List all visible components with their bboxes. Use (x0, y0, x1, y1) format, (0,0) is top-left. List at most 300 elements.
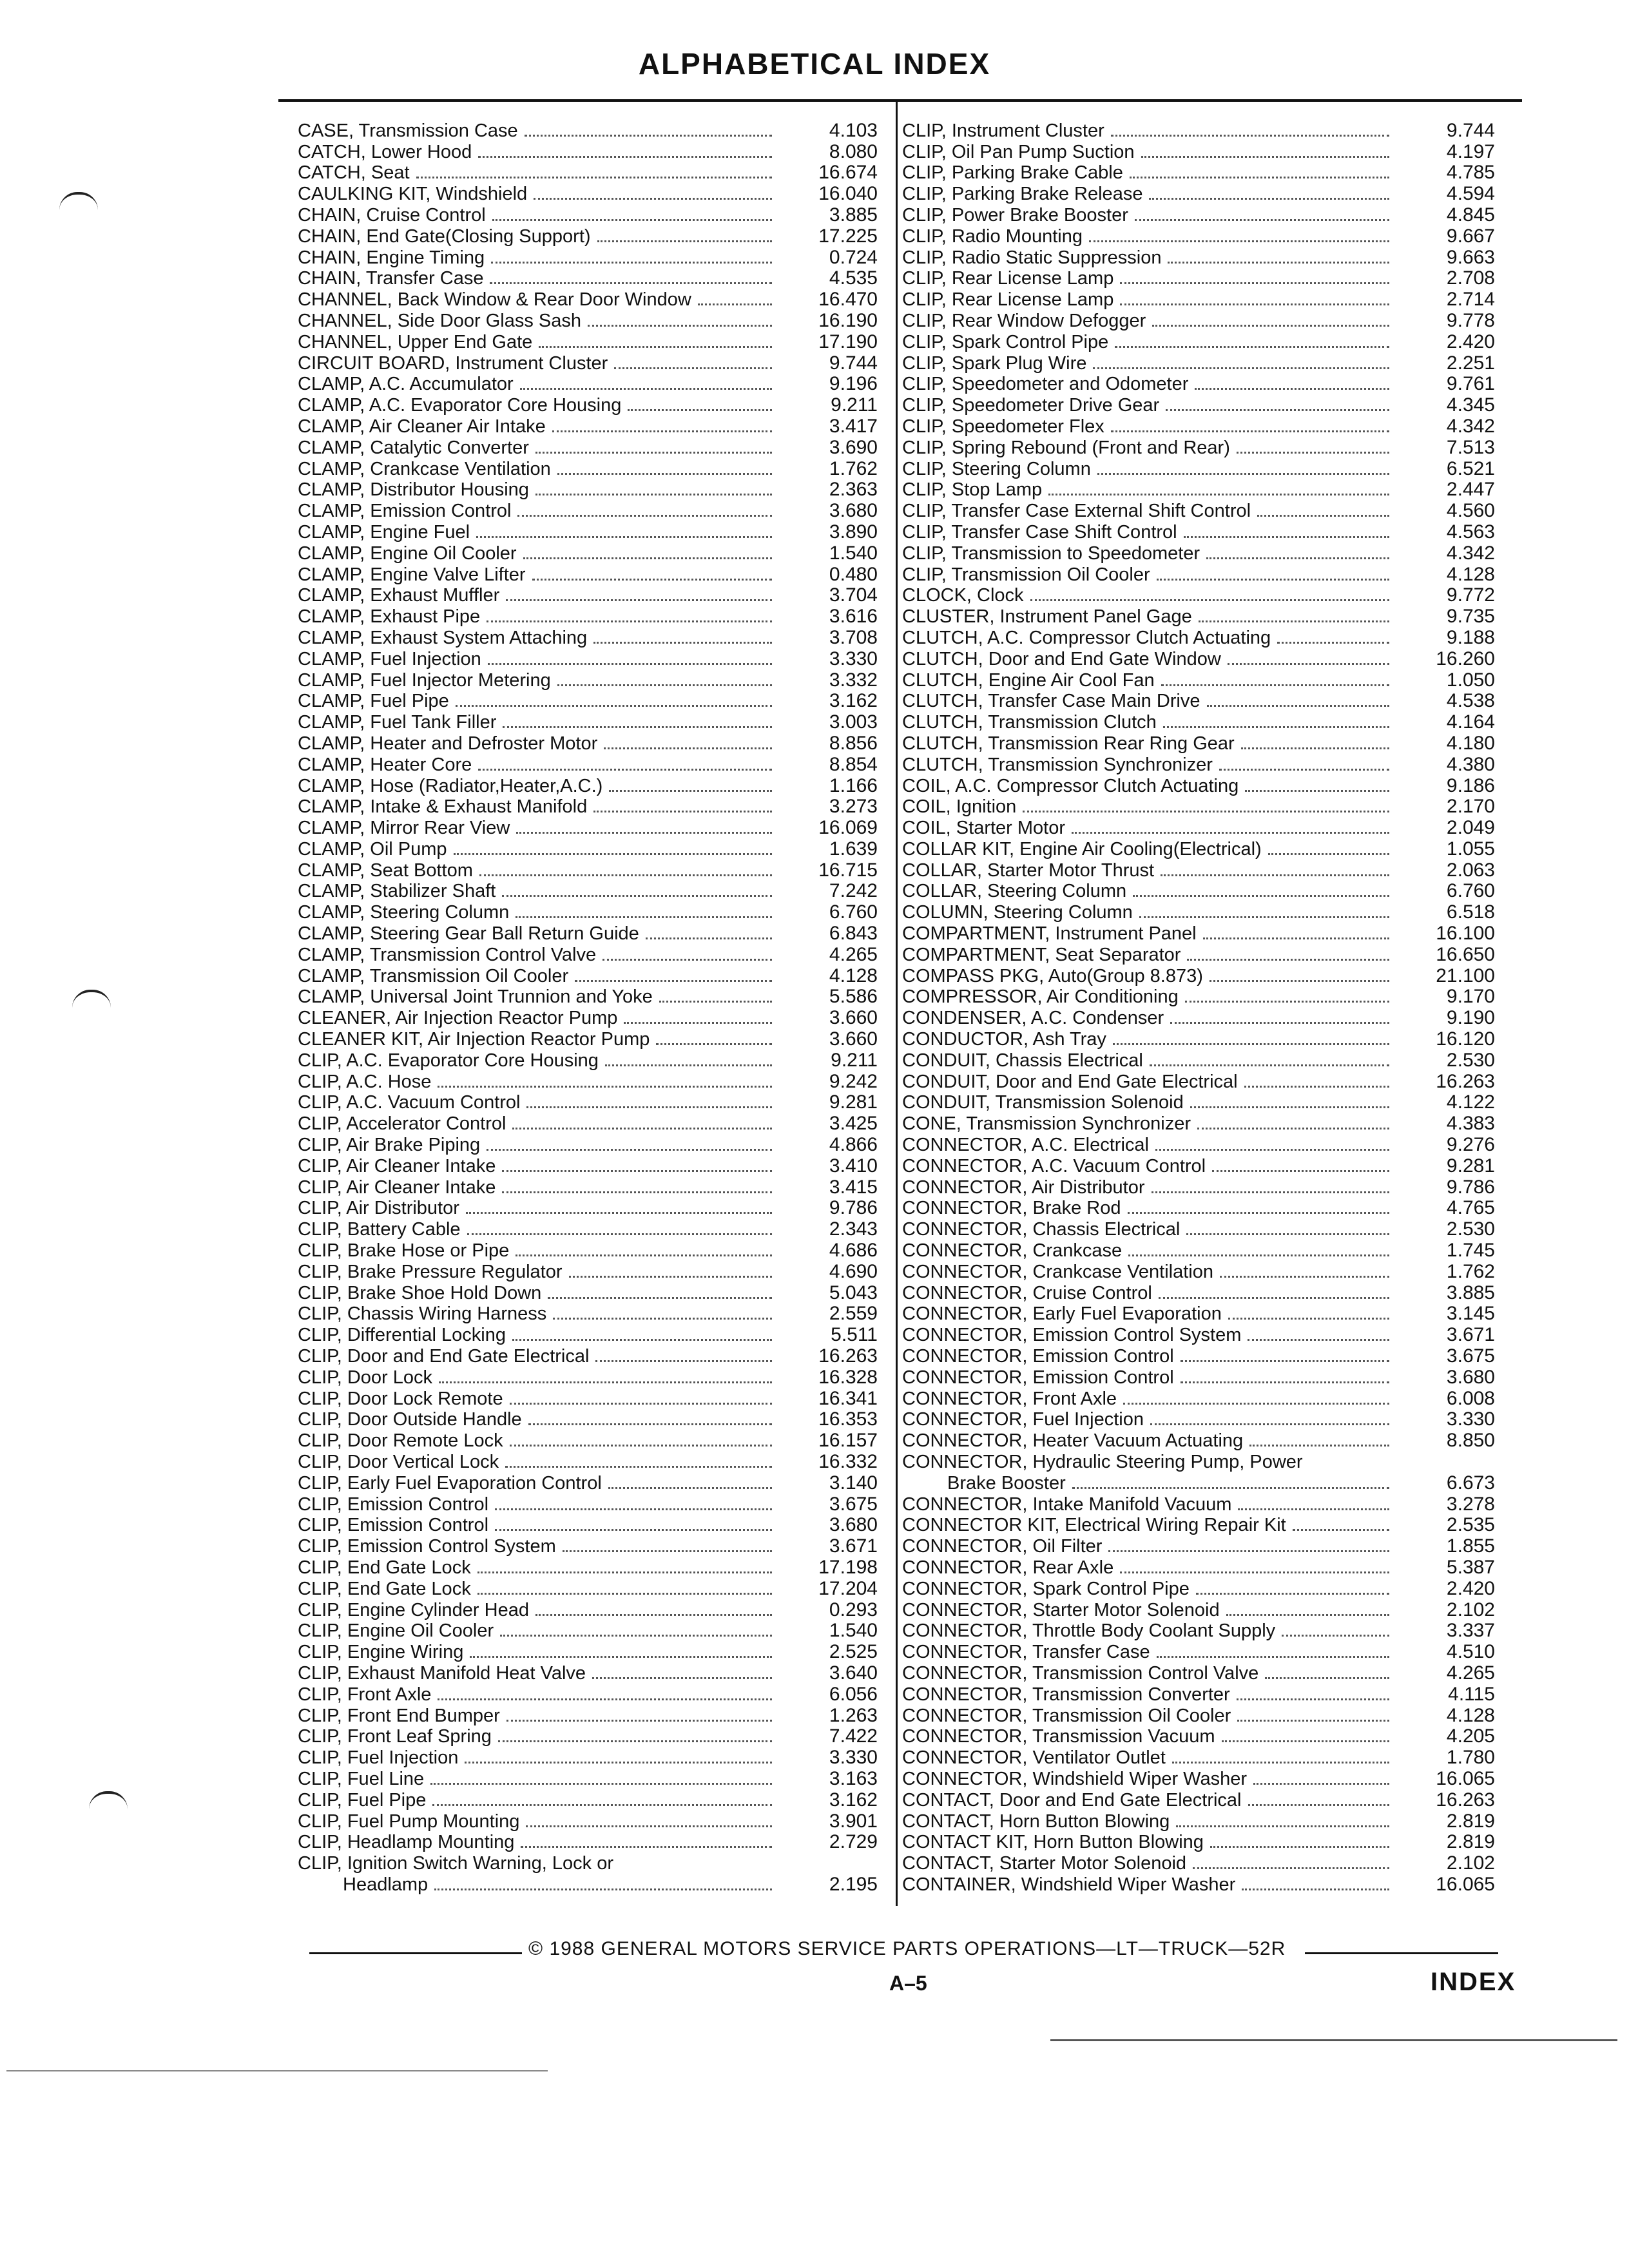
index-entry-name: CLIP, Rear Window Defogger (902, 310, 1146, 331)
index-entry-group-number: 4.205 (1446, 1725, 1495, 1747)
index-entry-name: CATCH, Lower Hood (298, 141, 472, 162)
index-entry (902, 543, 1495, 564)
index-entry-group-number: 2.251 (1446, 352, 1495, 374)
dot-leader (1150, 1423, 1389, 1425)
dot-leader (592, 1677, 772, 1679)
index-entry (902, 1768, 1495, 1789)
index-entry-group-number: 2.530 (1446, 1218, 1495, 1240)
dot-leader (502, 1191, 772, 1193)
index-entry (298, 1218, 878, 1240)
index-entry (902, 268, 1495, 289)
index-entry-name: CONNECTOR, Crankcase (902, 1240, 1123, 1262)
dot-leader (487, 1149, 772, 1151)
index-entry-name: CLIP, End Gate Lock (298, 1557, 471, 1578)
index-entry (902, 881, 1495, 902)
dot-leader (1207, 705, 1390, 707)
index-entry-name: CLIP, Battery Cable (298, 1219, 461, 1240)
index-entry (902, 310, 1495, 331)
index-entry (902, 1324, 1495, 1345)
index-column-left (298, 120, 878, 1895)
index-entry-name: CLAMP, Intake & Exhaust Manifold (298, 796, 588, 818)
index-entry-group-number: 9.188 (1446, 626, 1495, 648)
index-entry-group-number: 9.744 (1446, 119, 1495, 141)
dot-leader (557, 684, 772, 686)
dot-leader (491, 262, 772, 264)
index-entry-name: CONNECTOR, Emission Control (902, 1367, 1174, 1388)
dot-leader (593, 811, 772, 812)
dot-leader (416, 177, 772, 178)
index-entry-name: CLIP, Door Remote Lock (298, 1430, 503, 1452)
index-entry-group-number: 16.353 (818, 1408, 878, 1430)
dot-leader (432, 1804, 772, 1806)
index-entry-name: CLAMP, Heater and Defroster Motor (298, 733, 598, 754)
index-entry (298, 1557, 878, 1578)
index-entry-name: CLIP, A.C. Evaporator Core Housing (298, 1050, 599, 1071)
index-entry-group-number: 3.330 (1446, 1408, 1495, 1430)
dot-leader (1181, 1381, 1389, 1383)
index-entry-group-number: 4.342 (1446, 542, 1495, 564)
dot-leader (1170, 1022, 1389, 1024)
index-entry-name: CLIP, Engine Oil Cooler (298, 1620, 494, 1642)
dot-leader (1210, 1846, 1389, 1848)
index-entry-name: CONNECTOR, Brake Rod (902, 1198, 1121, 1219)
index-entry-name: CONNECTOR, Windshield Wiper Washer (902, 1768, 1247, 1789)
dot-leader (553, 1318, 772, 1320)
index-entry-name: CONNECTOR, Transfer Case (902, 1642, 1150, 1663)
dot-leader (588, 325, 772, 327)
index-entry-group-number: 6.056 (829, 1683, 878, 1705)
dot-leader (1197, 1128, 1389, 1129)
index-entry (902, 669, 1495, 691)
dot-leader (1190, 1106, 1389, 1108)
dot-leader (597, 240, 772, 242)
index-entry-group-number: 4.686 (829, 1240, 878, 1262)
index-entry (902, 1451, 1495, 1472)
index-entry-group-number: 4.538 (1446, 690, 1495, 712)
index-entry (298, 1472, 878, 1494)
dot-leader (1120, 1571, 1389, 1573)
index-entry-name: CHAIN, Cruise Control (298, 204, 486, 226)
index-entry-name: CLAMP, Exhaust Muffler (298, 585, 500, 606)
index-entry-group-number: 8.854 (829, 753, 878, 775)
index-entry-group-number: 3.425 (829, 1113, 878, 1135)
index-entry (902, 1662, 1495, 1684)
dot-leader (1193, 1867, 1389, 1869)
dot-leader (498, 1740, 772, 1742)
index-entry (902, 1494, 1495, 1515)
index-entry-group-number: 3.616 (829, 606, 878, 628)
dot-leader (466, 1212, 772, 1214)
index-entry-group-number: 3.901 (829, 1810, 878, 1832)
index-entry-group-number: 4.197 (1446, 140, 1495, 162)
index-entry (298, 585, 878, 606)
index-entry (298, 141, 878, 162)
index-entry-group-number: 16.650 (1436, 943, 1495, 965)
index-entry-name: COMPARTMENT, Seat Separator (902, 944, 1181, 965)
dot-leader (467, 1233, 772, 1235)
index-entry-name: CLIP, Air Cleaner Intake (298, 1155, 496, 1177)
dot-leader (575, 980, 772, 982)
index-entry-name: CLIP, Air Distributor (298, 1198, 459, 1219)
index-entry-group-number: 4.510 (1446, 1641, 1495, 1663)
index-entry-name: CONNECTOR, Early Fuel Evaporation (902, 1303, 1222, 1325)
dot-leader (1115, 346, 1389, 348)
index-entry (902, 479, 1495, 501)
index-column-right (902, 120, 1495, 1895)
index-entry-name: CHAIN, Engine Timing (298, 247, 485, 268)
index-entry-group-number: 1.745 (1446, 1240, 1495, 1262)
dot-leader (488, 663, 772, 665)
index-entry-name: CLIP, Differential Locking (298, 1325, 506, 1346)
index-entry-group-number: 3.003 (829, 711, 878, 733)
index-entry (902, 1874, 1495, 1895)
index-entry-name: CONNECTOR, Emission Control System (902, 1325, 1242, 1346)
index-entry (902, 226, 1495, 247)
dot-leader (523, 557, 772, 559)
index-entry (902, 521, 1495, 543)
index-entry-name: CLAMP, Universal Joint Trunnion and Yoke (298, 986, 653, 1008)
dot-leader (535, 494, 772, 495)
dot-leader (698, 303, 772, 305)
dot-leader (1226, 1614, 1389, 1616)
dot-leader (602, 959, 772, 961)
dot-leader (492, 219, 772, 221)
index-entry-group-number: 9.242 (829, 1070, 878, 1092)
index-entry (298, 1388, 878, 1409)
index-entry-group-number: 1.263 (829, 1704, 878, 1726)
index-entry (298, 606, 878, 627)
index-entry (902, 1367, 1495, 1388)
index-entry-group-number: 4.845 (1446, 204, 1495, 226)
index-entry-name: CLIP, Spark Plug Wire (902, 352, 1087, 374)
dot-leader (563, 1550, 772, 1552)
index-entry (902, 860, 1495, 881)
dot-leader (502, 1170, 772, 1172)
index-entry (902, 289, 1495, 310)
index-entry (902, 1240, 1495, 1261)
index-entry-name: CLIP, Fuel Injection (298, 1747, 459, 1769)
index-entry-name: CLAMP, A.C. Evaporator Core Housing (298, 395, 622, 416)
index-entry-group-number: 17.190 (818, 331, 878, 352)
index-entry (902, 1705, 1495, 1726)
index-entry-name: CLIP, Speedometer Drive Gear (902, 395, 1160, 416)
index-entry-name: CLIP, Spring Rebound (Front and Rear) (902, 437, 1230, 458)
index-entry-group-number: 8.856 (829, 732, 878, 754)
index-entry (298, 310, 878, 331)
index-entry (902, 1578, 1495, 1599)
index-entry-name: CLIP, Air Cleaner Intake (298, 1177, 496, 1198)
index-entry-group-number: 4.380 (1446, 753, 1495, 775)
dot-leader (454, 853, 772, 855)
index-entry (298, 1662, 878, 1684)
index-entry-group-number: 3.680 (829, 500, 878, 522)
index-entry-group-number: 2.530 (1446, 1049, 1495, 1071)
dot-leader (534, 198, 772, 200)
index-entry-group-number: 9.170 (1446, 986, 1495, 1008)
index-entry (298, 1832, 878, 1853)
index-entry-name: CONNECTOR KIT, Electrical Wiring Repair Kit (902, 1515, 1286, 1536)
dot-leader (1210, 980, 1389, 982)
dot-leader (510, 1403, 772, 1405)
index-entry-group-number: 1.166 (829, 774, 878, 796)
index-entry-name: CLAMP, A.C. Accumulator (298, 374, 514, 395)
binder-hole-mark (72, 990, 111, 1008)
index-entry-name: COLUMN, Steering Column (902, 902, 1133, 923)
index-entry-group-number: 3.680 (1446, 1366, 1495, 1388)
index-entry-group-number: 4.563 (1446, 521, 1495, 543)
index-entry-group-number: 7.242 (829, 880, 878, 902)
index-entry-group-number: 4.345 (1446, 394, 1495, 416)
index-entry (298, 669, 878, 691)
index-entry-group-number: 3.690 (829, 436, 878, 458)
index-entry-name: CLAMP, Fuel Injector Metering (298, 669, 551, 691)
dot-leader (1219, 769, 1389, 771)
index-entry-group-number: 5.387 (1446, 1556, 1495, 1578)
index-entry-name: CONTACT KIT, Horn Button Blowing (902, 1832, 1204, 1853)
dot-leader (502, 895, 772, 897)
index-entry (902, 796, 1495, 818)
index-entry-group-number: 4.765 (1446, 1197, 1495, 1219)
index-entry-group-number: 3.278 (1446, 1493, 1495, 1515)
index-entry-group-number: 3.337 (1446, 1620, 1495, 1642)
dot-leader (1130, 177, 1389, 178)
index-entry (902, 1198, 1495, 1219)
index-entry-name: CLUTCH, Transmission Rear Ring Gear (902, 733, 1235, 754)
index-entry-name: CONNECTOR, Cruise Control (902, 1282, 1152, 1303)
index-entry (298, 1028, 878, 1050)
index-entry-name: CLIP, Rear License Lamp (902, 268, 1114, 289)
index-entry-group-number: 4.785 (1446, 162, 1495, 184)
index-entry-name: CLIP, Parking Brake Release (902, 184, 1143, 205)
index-entry-name: CLIP, Speedometer Flex (902, 416, 1104, 437)
index-entry-name: CLAMP, Mirror Rear View (298, 818, 510, 839)
index-entry (298, 1641, 878, 1662)
index-entry-name: CLAMP, Fuel Pipe (298, 691, 449, 712)
index-entry-name: CLAMP, Stabilizer Shaft (298, 881, 496, 902)
index-entry-group-number: 16.263 (1436, 1789, 1495, 1811)
dot-leader (1186, 1233, 1389, 1235)
index-entry (902, 247, 1495, 268)
index-entry-name: CLAMP, Catalytic Converter (298, 437, 529, 458)
index-entry (902, 1071, 1495, 1092)
dot-leader (1161, 874, 1389, 876)
index-entry (902, 1007, 1495, 1028)
index-entry-group-number: 3.704 (829, 584, 878, 606)
dot-leader (470, 1656, 772, 1658)
index-entry-group-number: 16.341 (818, 1387, 878, 1409)
dot-leader (1030, 599, 1389, 601)
dot-leader (552, 430, 772, 432)
index-entry (298, 1240, 878, 1261)
index-entry-group-number: 9.663 (1446, 246, 1495, 268)
index-entry-name: Headlamp (343, 1874, 429, 1895)
index-entry-group-number: 2.063 (1446, 859, 1495, 881)
index-entry-name: CLIP, Brake Pressure Regulator (298, 1261, 563, 1282)
dot-leader (1237, 1720, 1389, 1722)
dot-leader (1159, 1297, 1389, 1299)
index-entry-group-number: 3.330 (829, 1747, 878, 1769)
dot-leader (1257, 515, 1389, 517)
dot-leader (516, 1254, 772, 1256)
index-entry-group-number: 17.204 (818, 1577, 878, 1599)
page-title: ALPHABETICAL INDEX (638, 47, 991, 81)
index-entry-name: CLIP, Oil Pan Pump Suction (902, 141, 1135, 162)
index-entry-name: CLAMP, Steering Gear Ball Return Guide (298, 923, 639, 945)
dot-leader (1249, 1445, 1389, 1446)
index-entry-name: CLIP, Stop Lamp (902, 479, 1043, 501)
index-entry (298, 944, 878, 965)
index-entry-group-number: 3.885 (1446, 1282, 1495, 1303)
dot-leader (1120, 303, 1389, 305)
index-entry (902, 1620, 1495, 1642)
index-entry-name: CLIP, Transfer Case External Shift Control (902, 501, 1251, 522)
index-entry (298, 1874, 878, 1895)
index-entry-name: CLAMP, Engine Fuel (298, 521, 470, 543)
dot-leader (1157, 1656, 1389, 1658)
index-entry-name: CLAMP, Engine Valve Lifter (298, 564, 526, 585)
index-entry (902, 1092, 1495, 1113)
index-entry-group-number: 9.196 (829, 373, 878, 395)
dot-leader (656, 1043, 772, 1045)
index-entry (902, 817, 1495, 838)
index-entry-name: CLIP, Emission Control (298, 1515, 489, 1536)
index-entry-group-number: 4.180 (1446, 732, 1495, 754)
dot-leader (1108, 1550, 1389, 1552)
index-entry (902, 585, 1495, 606)
index-entry (298, 1050, 878, 1071)
index-entry-group-number: 9.281 (1446, 1155, 1495, 1177)
index-entry-group-number: 2.708 (1446, 267, 1495, 289)
index-entry (298, 1535, 878, 1557)
dot-leader (1268, 853, 1389, 855)
index-entry-name: CONTACT, Starter Motor Solenoid (902, 1853, 1187, 1874)
index-entry-name: CONDUIT, Chassis Electrical (902, 1050, 1143, 1071)
index-entry-name: CONNECTOR, Heater Vacuum Actuating (902, 1430, 1244, 1452)
index-entry-group-number: 3.675 (829, 1493, 878, 1515)
index-entry (298, 838, 878, 860)
footer-rule-right (1305, 1952, 1498, 1954)
index-entry (902, 775, 1495, 796)
index-entry (902, 1641, 1495, 1662)
index-entry-group-number: 16.263 (1436, 1070, 1495, 1092)
dot-leader (1123, 1403, 1389, 1405)
index-entry-name: CLIP, Door Lock Remote (298, 1388, 503, 1409)
index-entry-group-number: 3.671 (1446, 1324, 1495, 1346)
index-entry-group-number: 9.786 (1446, 1176, 1495, 1198)
index-entry-name: CONNECTOR, Transmission Oil Cooler (902, 1705, 1231, 1726)
index-entry-name: CONDUIT, Door and End Gate Electrical (902, 1071, 1238, 1092)
dot-leader (1199, 620, 1389, 622)
dot-leader (1111, 430, 1389, 432)
index-entry (902, 1050, 1495, 1071)
index-entry (298, 543, 878, 564)
index-entry-name: CLAMP, Emission Control (298, 501, 512, 522)
dot-leader (1141, 156, 1389, 158)
index-entry-group-number: 5.586 (829, 986, 878, 1008)
index-entry-name: CHANNEL, Side Door Glass Sash (298, 310, 581, 331)
index-entry (298, 247, 878, 268)
index-entry-name: CLIP, Fuel Line (298, 1768, 425, 1789)
index-entry-name: CONNECTOR, Chassis Electrical (902, 1219, 1181, 1240)
index-entry-group-number: 9.744 (829, 352, 878, 374)
dot-leader (505, 1466, 772, 1468)
index-entry-name: CLIP, Brake Shoe Hold Down (298, 1282, 542, 1303)
dot-leader (495, 1529, 772, 1531)
dot-leader (604, 747, 772, 749)
index-entry-name: CLIP, Brake Hose or Pipe (298, 1240, 510, 1262)
index-entry-name: CLIP, Radio Static Suppression (902, 247, 1162, 268)
index-entry-name: CLIP, Front Axle (298, 1684, 432, 1705)
index-entry-group-number: 2.525 (829, 1641, 878, 1663)
index-entry-name: CLUTCH, Transmission Synchronizer (902, 754, 1213, 775)
index-entry-name: CHAIN, End Gate(Closing Support) (298, 226, 591, 247)
index-entry-name: CONNECTOR, Fuel Injection (902, 1409, 1144, 1430)
index-entry-group-number: 3.675 (1446, 1345, 1495, 1367)
dot-leader (1089, 240, 1389, 242)
dot-leader (503, 726, 772, 728)
dot-leader (1128, 1254, 1389, 1256)
dot-leader (1133, 895, 1389, 897)
index-entry-name: CLIP, Chassis Wiring Harness (298, 1303, 547, 1325)
dot-leader (1152, 1191, 1389, 1193)
index-entry (298, 1705, 878, 1726)
index-entry (902, 1557, 1495, 1578)
index-entry-name: CLIP, Spark Control Pipe (902, 331, 1109, 352)
dot-leader (1176, 1825, 1389, 1827)
index-entry-name: COLLAR, Steering Column (902, 881, 1127, 902)
index-entry-name: CLIP, Door Vertical Lock (298, 1452, 499, 1472)
index-entry-group-number: 2.559 (829, 1303, 878, 1325)
index-entry-name: CLIP, Transmission Oil Cooler (902, 564, 1150, 585)
dot-leader (1163, 726, 1389, 728)
index-entry-group-number: 16.100 (1436, 923, 1495, 945)
index-entry (298, 627, 878, 648)
index-entry (902, 331, 1495, 352)
index-entry-group-number: 3.680 (829, 1514, 878, 1536)
index-entry-group-number: 5.511 (831, 1324, 878, 1346)
index-entry-name: CONDUCTOR, Ash Tray (902, 1029, 1106, 1050)
dot-leader (539, 346, 772, 348)
index-entry (298, 374, 878, 395)
index-entry-name: CLIP, Engine Cylinder Head (298, 1599, 529, 1620)
index-entry-group-number: 3.885 (829, 204, 878, 226)
dot-leader (1181, 1360, 1389, 1362)
index-entry-name: COIL, A.C. Compressor Clutch Actuating (902, 775, 1239, 796)
footer-copyright: © 1988 GENERAL MOTORS SERVICE PARTS OPERATIONS—LT—TRUCK—52R (528, 1938, 1286, 1959)
index-entry (298, 965, 878, 986)
dot-leader (1237, 1698, 1389, 1700)
index-entry-group-number: 2.420 (1446, 331, 1495, 352)
dot-leader (1293, 1529, 1389, 1531)
index-entry (902, 437, 1495, 458)
index-entry (298, 1303, 878, 1325)
dot-leader (595, 1360, 772, 1362)
index-entry-group-number: 7.422 (829, 1725, 878, 1747)
dot-leader (1222, 1740, 1389, 1742)
dot-leader (1149, 198, 1389, 200)
index-entry (298, 901, 878, 923)
dot-leader (1206, 557, 1389, 559)
index-entry-group-number: 17.198 (818, 1556, 878, 1578)
index-entry (298, 711, 878, 733)
index-entry-name: COLLAR, Starter Motor Thrust (902, 860, 1155, 881)
index-entry (902, 120, 1495, 141)
index-entry-group-number: 4.128 (829, 965, 878, 986)
index-entry (298, 1811, 878, 1832)
index-entry (902, 1852, 1495, 1874)
index-entry (902, 141, 1495, 162)
index-entry-group-number: 16.040 (818, 183, 878, 205)
